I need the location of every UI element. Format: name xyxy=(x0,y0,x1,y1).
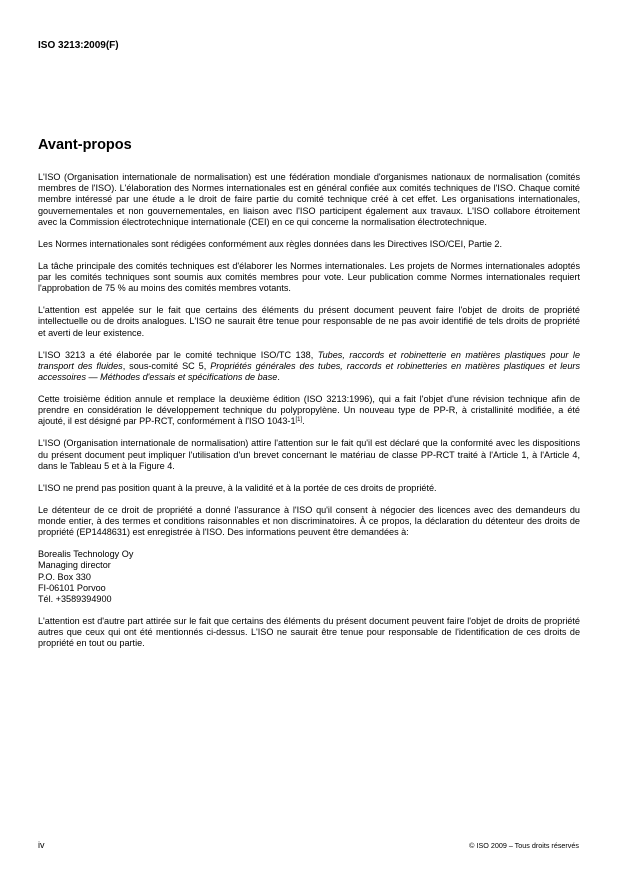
reference-marker: [1] xyxy=(295,417,303,424)
page-title: Avant-propos xyxy=(38,137,132,153)
paragraph-edition xyxy=(38,394,580,428)
paragraph-technical-committees: La tâche principale des comités techniques est d'élaborer les Normes internationales. Les projets de Normes internationales adoptés par les comités techniques sont soumis aux comités membres pour vote. Leur publication comme Normes internationales requiert l'approbation de 75 % au moins des comités membres votants. xyxy=(38,260,580,294)
address-line: FI-06101 Porvoo xyxy=(38,582,106,593)
edition-end: . xyxy=(302,416,305,427)
subcommittee-text: , sous-comité SC 5, xyxy=(122,360,211,371)
prepared-by-text: L'ISO 3213 a été élaborée par le comité technique ISO/TC 138, xyxy=(38,349,318,360)
paragraph-no-position: L'ISO ne prend pas position quant à la preuve, à la validité et à la portée de ces droits de propriété. xyxy=(38,482,437,493)
document-id: ISO 3213:2009(F) xyxy=(38,40,119,51)
address-line: Borealis Technology Oy xyxy=(38,549,134,560)
paragraph-iso-intro: L'ISO (Organisation internationale de normalisation) est une fédération mondiale d'organismes nationaux de normalisation (comités membres de l'ISO). L'élaboration des Normes internationales est en général confiée aux comités techniques de l'ISO. Chaque comité membre intéressé par une étude a le droit de faire partie du comité technique créé à cet effet. Les organisations internationales, gouvernementales et non gouvernementales, en liaison avec l'ISO participent également aux travaux. L'ISO collabore étroitement avec la Commission électrotechnique internationale (CEI) en ce qui concerne la normalisation électrotechnique. xyxy=(38,172,580,227)
address-line: Tél. +3589394900 xyxy=(38,594,112,605)
page-number: iv xyxy=(38,840,45,850)
paragraph-directives: Les Normes internationales sont rédigées conformément aux règles données dans les Directives ISO/CEI, Partie 2. xyxy=(38,238,503,249)
foreword-body xyxy=(38,172,580,660)
prepared-by-end: . xyxy=(277,372,280,383)
edition-text: Cette troisième édition annule et remplace la deuxième édition (ISO 3213:1996), qui a fait l'objet d'une révision technique afin de prendre en considération le développement technique du polypropylène. Un nouveau type de PP-R, à cristallinité modifiée, a été ajouté, il est désigné par PP-RCT, conformément à l'ISO 1043-1 xyxy=(38,394,580,427)
paragraph-patent-attention: L'attention est appelée sur le fait que certains des éléments du présent document peuvent faire l'objet de droits de propriété intellectuelle ou de droits analogues. L'ISO ne saurait être tenue pour responsable de ne pas avoir identifié de tels droits de propriété et averti de leur existence. xyxy=(38,305,580,338)
paragraph-prepared-by xyxy=(38,350,580,384)
subcommittee-title: Propriétés générales des tubes, raccords et robinetteries en matières plastiques et leurs accessoires — Méthodes d'essais et spécifications de base xyxy=(38,360,580,383)
committee-title: Tubes, raccords et robinetterie en matières plastiques pour le transport des fluides xyxy=(38,349,581,371)
paragraph-patent-declaration: L'ISO (Organisation internationale de normalisation) attire l'attention sur le fait qu'il est déclaré que la conformité avec les dispositions du présent document peut impliquer l'utilisation d'un brevet concernant le matériau de classe PP-RCT traité à l'Article 1, à l'Article 4, dans le Tableau 5 et à la Figure 4. xyxy=(38,438,580,471)
paragraph-other-rights: L'attention est d'autre part attirée sur le fait que certains des éléments du présent document peuvent faire l'objet de droits de propriété autres que ceux qui ont été mentionnés ci-dessus. L'ISO ne saurait être tenue pour responsable de l'identification de ces droits de propriété en tout ou partie. xyxy=(38,616,580,649)
contact-address xyxy=(38,549,580,605)
paragraph-licence-assurance: Le détenteur de ce droit de propriété a donné l'assurance à l'ISO qu'il consent à négocier des licences avec des demandeurs du monde entier, à des termes et conditions raisonnables et non discriminatoires. À ce propos, la déclaration du détenteur des droits de propriété (EP1448631) est enregistrée à l'ISO. Des informations peuvent être demandées à: xyxy=(38,504,580,538)
address-line: Managing director xyxy=(38,560,111,571)
copyright-notice: © ISO 2009 – Tous droits réservés xyxy=(469,841,579,850)
address-line: P.O. Box 330 xyxy=(38,571,91,582)
